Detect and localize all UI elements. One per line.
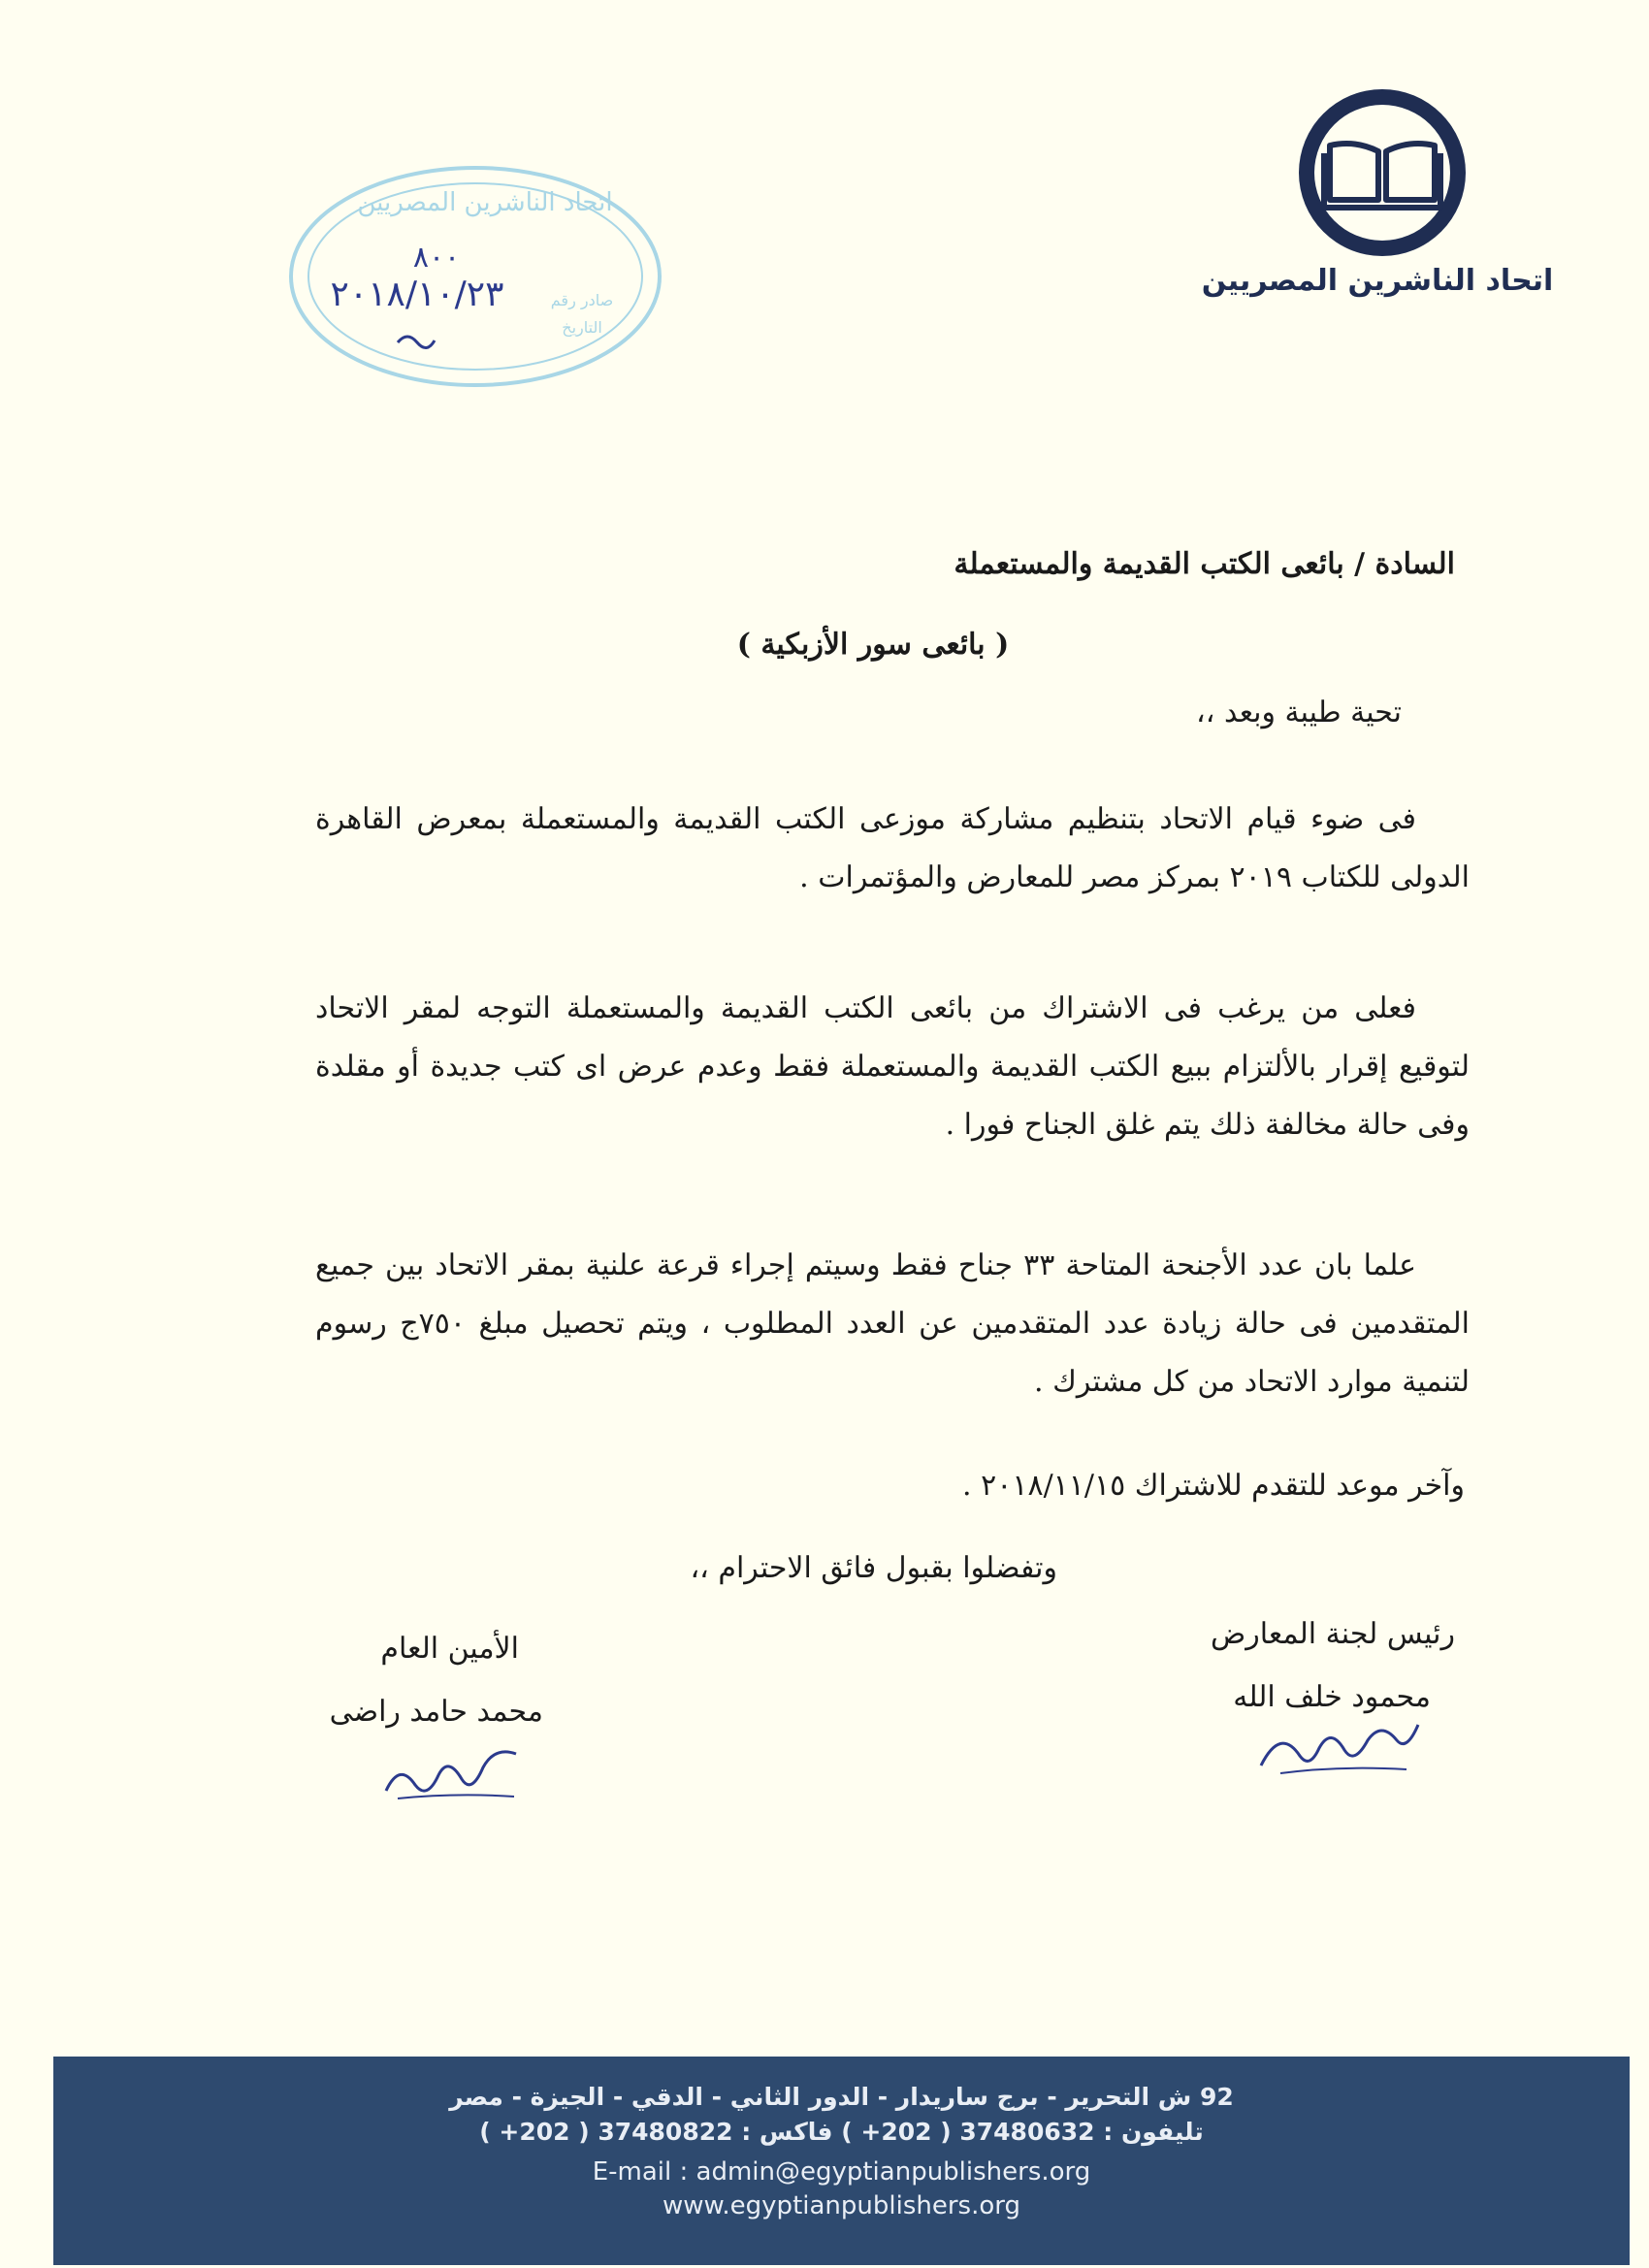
footer-website: www.egyptianpublishers.org [663,2191,1020,2220]
stamp-number: ٨٠٠ [412,241,461,275]
secretary-general-name: محمد حامد راضى [329,1695,543,1729]
footer-phone-fax: تليفون : 37480632 ( 202+ ) فاكس : 37480822 ( 202+ ) [479,2118,1204,2146]
organization-name: اتحاد الناشرين المصريين [1201,264,1554,298]
footer-email: E-mail : admin@egyptianpublishers.org [592,2157,1091,2187]
stamp-date: ٢٠١٨/١٠/٢٣ [330,275,504,314]
received-stamp [281,160,669,393]
footer-bar [53,2057,1630,2265]
closing-line: وتفضلوا بقبول فائق الاحترام ،، [690,1551,1057,1585]
open-book-icon [1295,85,1470,260]
paragraph-1: فى ضوء قيام الاتحاد بتنظيم مشاركة موزعى الكتب القديمة والمستعملة بمعرض القاهرة الدولى للكتاب ٢٠١٩ بمركز مصر للمعارض والمؤتمرات . [315,802,1470,894]
stamp-header: اتحاد الناشرين المصريين [357,188,613,217]
stamp-label-number: صادر رقم [550,291,614,309]
deadline-line: وآخر موعد للتقدم للاشتراك ٢٠١٨/١١/١٥ . [962,1469,1465,1503]
recipient-subtitle: ( بائعى سور الأزبكية ) [736,628,1010,662]
stamp-label-date: التاريخ [562,318,602,337]
secretary-general-title: الأمين العام [380,1632,519,1666]
footer-address: 92 ش التحرير - برج ساريدار - الدور الثاني - الدقي - الجيزة - مصر [449,2083,1234,2111]
exhibitions-chair-name: محمود خلف الله [1233,1680,1431,1714]
secretary-signature [378,1736,534,1804]
exhibitions-chair-title: رئيس لجنة المعارض [1210,1617,1455,1651]
paragraph-3: علما بان عدد الأجنحة المتاحة ٣٣ جناح فقط وسيتم إجراء قرعة علنية بمقر الاتحاد بين جميع المتقدمين فى حالة زيادة عدد المتقدمين عن العدد المطلوب ، ويتم تحصيل مبلغ ٧٥٠ج رسوم لتنمية موارد الاتحاد من كل مشترك . [315,1248,1470,1399]
recipient-line: السادة / بائعى الكتب القديمة والمستعملة [954,547,1455,581]
chair-signature [1251,1715,1426,1783]
greeting: تحية طيبة وبعد ،، [1196,696,1402,729]
paragraph-2: فعلى من يرغب فى الاشتراك من بائعى الكتب القديمة والمستعملة التوجه لمقر الاتحاد لتوقيع إقرار بالألتزام ببيع الكتب القديمة والمستعملة فقط وعدم عرض اى كتب جديدة أو مقلدة وفى حالة مخالفة ذلك يتم غلق الجناح فورا . [315,991,1470,1142]
